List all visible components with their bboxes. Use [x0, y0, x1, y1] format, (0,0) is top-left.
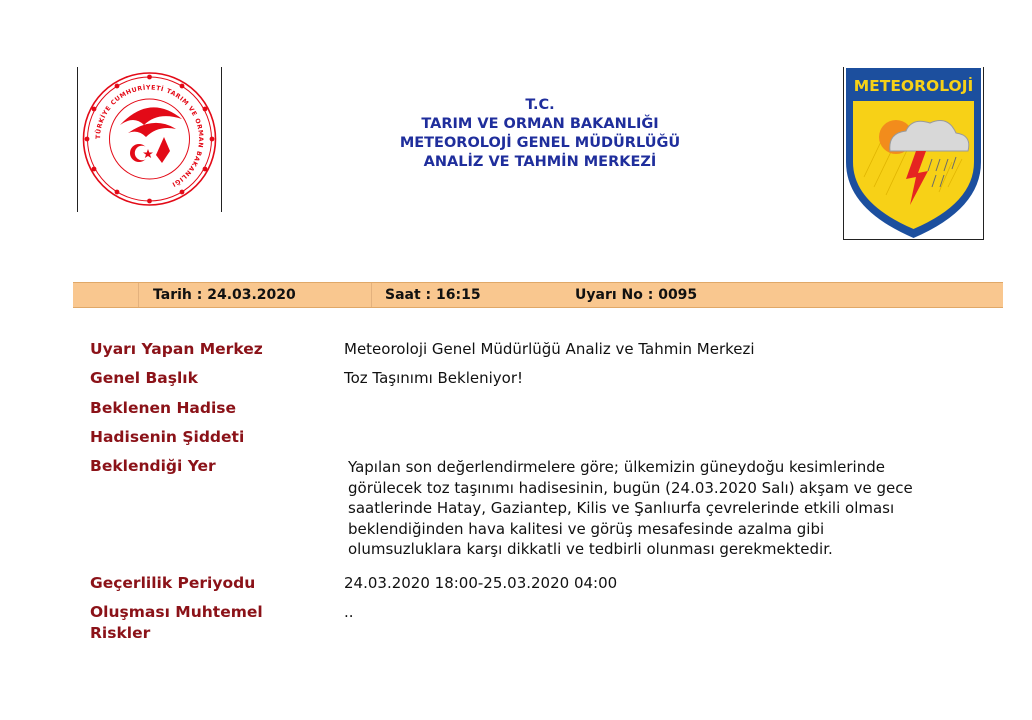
possible-risks-label-line: Riskler — [90, 624, 151, 642]
ministry-seal-icon — [78, 67, 221, 212]
header-line-directorate: METEOROLOJİ GENEL MÜDÜRLÜĞÜ — [399, 135, 681, 151]
issuing-center-value: Meteoroloji Genel Müdürlüğü Analiz ve Tahmin Merkezi — [344, 340, 755, 358]
location-text-line: Yapılan son değerlendirmelere göre; ülkemizin güneydoğu kesimlerinde — [348, 458, 885, 476]
bar-divider — [371, 283, 372, 307]
warning-time: Saat : 16:15 — [385, 287, 481, 303]
header-line-center: ANALİZ VE TAHMİN MERKEZİ — [423, 154, 657, 170]
validity-period-label: Geçerlilik Periyodu — [90, 574, 256, 592]
header-line-ministry: TARIM VE ORMAN BAKANLIĞI — [421, 116, 659, 132]
general-title-value: Toz Taşınımı Bekleniyor! — [344, 369, 524, 387]
possible-risks-label — [90, 602, 263, 644]
expected-event-label: Beklenen Hadise — [90, 399, 237, 417]
meteoroloji-badge-logo — [843, 67, 984, 240]
ministry-seal-logo — [77, 67, 222, 212]
event-severity-label: Hadisenin Şiddeti — [90, 428, 245, 446]
location-text-line: saatlerinde Hatay, Gaziantep, Kilis ve Şanlıurfa çevrelerinde etkili olması — [348, 499, 895, 517]
expected-location-label: Beklendiği Yer — [90, 457, 216, 475]
expected-location-text — [348, 457, 968, 560]
possible-risks-value: .. — [344, 603, 354, 621]
bar-divider — [138, 283, 139, 307]
warning-info-bar — [73, 282, 1003, 308]
seal-ring-text: TÜRKİYE CUMHURİYETİ TARIM VE ORMAN BAKANLIĞI — [94, 84, 205, 188]
possible-risks-label-line: Oluşması Muhtemel — [90, 603, 263, 621]
location-text-line: görülecek toz taşınımı hadisesinin, bugün (24.03.2020 Salı) akşam ve gece — [348, 478, 913, 497]
header-line-tc: T.C. — [525, 97, 555, 113]
meteoroloji-badge-icon — [844, 67, 983, 239]
issuing-center-label: Uyarı Yapan Merkez — [90, 340, 263, 358]
document-header — [300, 96, 780, 172]
warning-date: Tarih : 24.03.2020 — [153, 287, 296, 303]
location-text-line: olumsuzluklara karşı dikkatli ve tedbirli olunması gerekmektedir. — [348, 540, 833, 558]
warning-number: Uyarı No : 0095 — [575, 287, 698, 303]
general-title-label: Genel Başlık — [90, 369, 198, 387]
badge-title-text: METEOROLOJİ — [853, 77, 974, 95]
validity-period-value: 24.03.2020 18:00-25.03.2020 04:00 — [344, 574, 618, 592]
location-text-line: beklendiğinden hava kalitesi ve görüş mesafesinde azalma gibi — [348, 519, 825, 538]
